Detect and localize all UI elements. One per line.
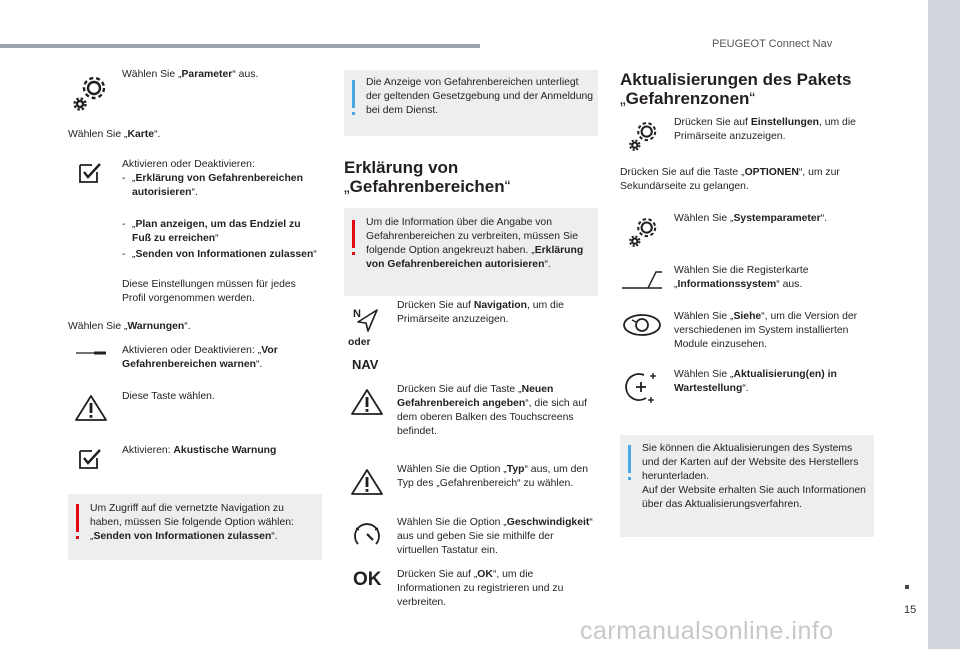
warning-triangle-icon: [350, 468, 384, 496]
nav-or-label: oder: [348, 337, 371, 348]
nav-button-label: NAV: [352, 357, 379, 372]
note-info-dot: [352, 112, 355, 115]
note-text: Um die Information über die Angabe von Gefahrenbereichen zu verbreiten, müssen Sie folgende Option angekreuzt haben. „Erklärung von Gefahrenbereichen autorisieren“.: [366, 217, 584, 270]
step-new-danger-zone: Drücken Sie auf die Taste „Neuen Gefahrenbereich angeben“, die sich auf dem oberen Balken des Touchscreens befindet.: [397, 384, 587, 437]
note-warning-bar: [352, 220, 355, 248]
gear-icon: [628, 118, 662, 152]
step-select-view: Wählen Sie „Siehe“, um die Version der verschiedenen im System installierten Module einzusehen.: [674, 311, 858, 350]
header-rule: [0, 44, 480, 48]
step-select-button: Diese Taste wählen.: [122, 391, 215, 402]
update-plus-icon: [622, 370, 660, 404]
step-press-settings: Drücken Sie auf Einstellungen, um die Primärseite anzuzeigen.: [674, 117, 856, 142]
step-activate-intro: Aktivieren oder Deaktivieren:: [122, 159, 255, 170]
note-connected-navigation: [68, 494, 322, 560]
note-info-bar: [628, 445, 631, 473]
step-select-speed: Wählen Sie die Option „Geschwindigkeit“ aus und geben Sie sie mithilfe der virtuellen Tastatur ein.: [397, 517, 593, 556]
step-activate-acoustic: Aktivieren: Akustische Warnung: [122, 445, 277, 456]
step-select-type: Wählen Sie die Option „Typ“ aus, um den Typ des „Gefahrenbereich“ zu wählen.: [397, 464, 588, 489]
page-number: 15: [904, 604, 917, 616]
gear-icon: [72, 72, 112, 112]
checkbox-check-icon: [78, 448, 102, 470]
section-heading-erklaerung: Erklärung von „Gefahrenbereichen“: [344, 158, 511, 196]
note-warning-dot: [76, 536, 79, 539]
note-info-bar: [352, 80, 355, 108]
step-press-options: Drücken Sie auf die Taste „OPTIONEN“, um zur Sekundärseite zu gelangen.: [620, 167, 840, 192]
page-end-marker: [905, 585, 909, 589]
warning-triangle-icon: [350, 388, 384, 416]
warning-triangle-icon: [74, 394, 108, 422]
step-select-system-parameters: Wählen Sie „Systemparameter“.: [674, 213, 828, 224]
note-warning-bar: [76, 504, 79, 532]
step-select-info-tab: Wählen Sie die Registerkarte „Informationssystem“ aus.: [674, 265, 809, 290]
gear-icon: [628, 214, 662, 248]
note-text: Die Anzeige von Gefahrenbereichen unterliegt der geltenden Gesetzgebung und der Anmeldung bei dem Dienst.: [366, 77, 594, 116]
note-legal: [344, 70, 598, 136]
step-warn-toggle: Aktivieren oder Deaktivieren: „Vor Gefahrenbereichen warnen“.: [122, 345, 278, 370]
step-select-karte: Wählen Sie „Karte“.: [68, 129, 161, 140]
checkbox-check-icon: [78, 162, 102, 184]
watermark: carmanualsonline.info: [580, 617, 834, 645]
step-select-parameter: Wählen Sie „Parameter“ aus.: [122, 69, 259, 80]
side-tab-strip: [928, 0, 960, 649]
step-select-pending-updates: Wählen Sie „Aktualisierung(en) in Wartestellung“.: [674, 369, 837, 394]
step-press-ok: Drücken Sie auf „OK“, um die Informationen zu registrieren und zu verbreiten.: [397, 569, 564, 608]
speedometer-icon: [352, 520, 382, 548]
step-select-warnungen: Wählen Sie „Warnungen“.: [68, 321, 191, 332]
toggle-line-icon: [76, 350, 106, 358]
step-press-navigation: Drücken Sie auf Navigation, um die Primärseite anzuzeigen.: [397, 300, 564, 325]
page-header-brand: PEUGEOT Connect Nav: [712, 38, 833, 50]
note-text: Sie können die Aktualisierungen des Systems und der Karten auf der Website des Herstellers herunterladen. Auf der Website erhalten Sie auch Informationen über das Aktualisierungsverfahren.: [642, 443, 866, 510]
note-info-dot: [628, 477, 631, 480]
note-text: Um Zugriff auf die vernetzte Navigation zu haben, müssen Sie folgende Option wählen: „Senden von Informationen zulassen“.: [90, 503, 294, 542]
tab-icon: [620, 268, 664, 290]
eye-icon: [622, 312, 662, 338]
step-activate-tail: Diese Einstellungen müssen für jedes Profil vorgenommen werden.: [122, 279, 296, 304]
note-spread-info: [344, 208, 598, 296]
note-download-updates: [620, 435, 874, 537]
svg-text:N: N: [353, 308, 361, 320]
ok-button-label: OK: [353, 569, 382, 590]
note-warning-dot: [352, 252, 355, 255]
section-heading-updates: Aktualisierungen des Pakets „Gefahrenzonen“: [620, 70, 852, 108]
navigation-arrow-icon: [352, 306, 380, 332]
